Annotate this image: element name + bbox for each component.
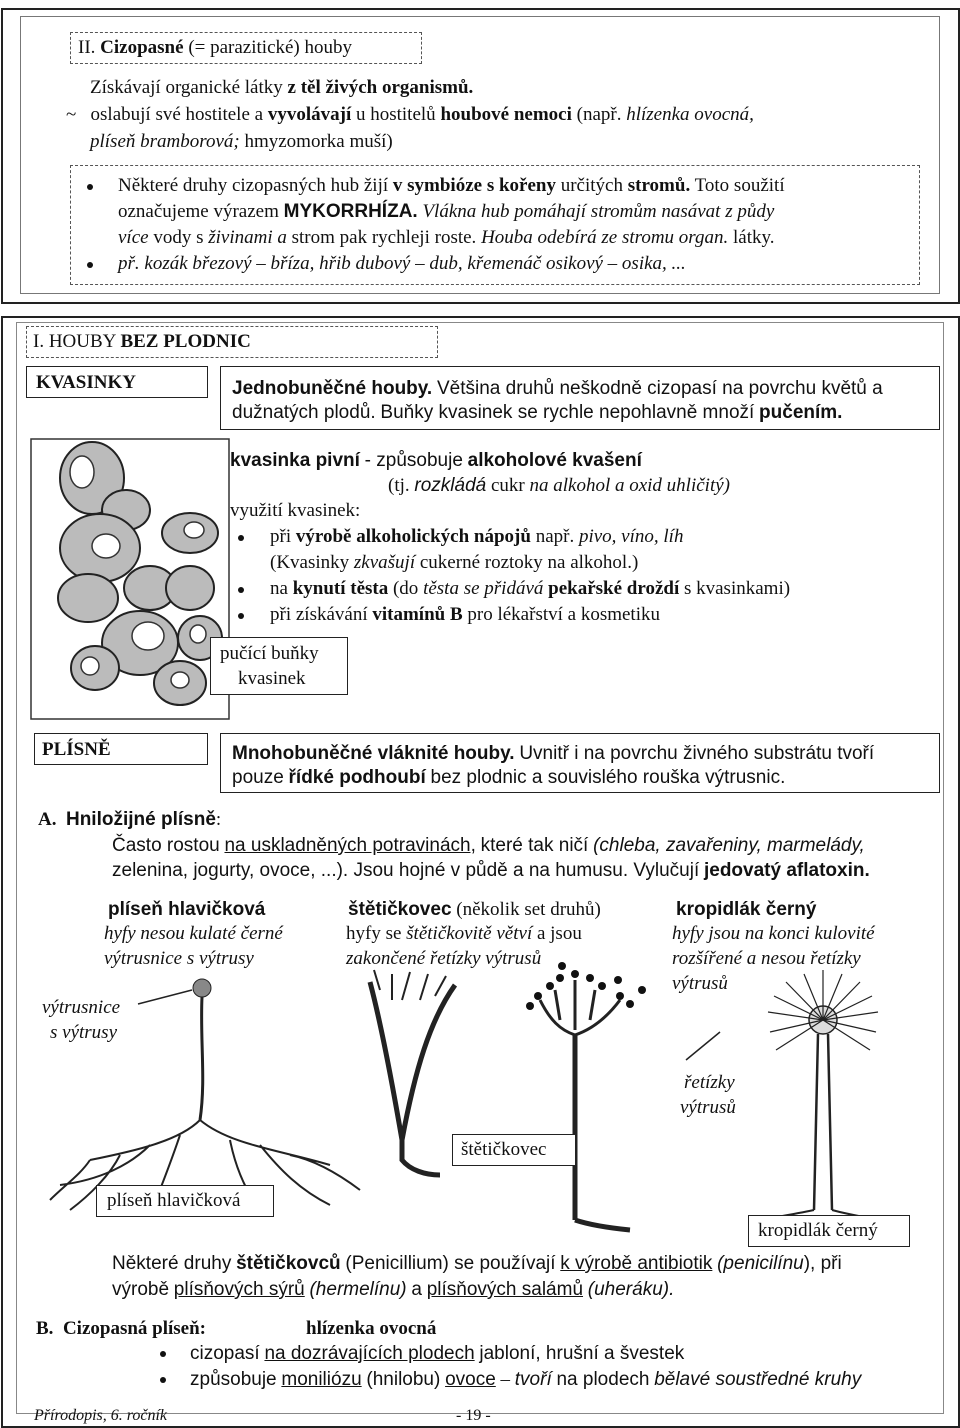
usage-bullet-1: při výrobě alkoholických nápojů např. pivo, víno, líh (270, 526, 684, 547)
section-a-line-2: zelenina, jogurty, ovoce, ...). Jsou hojné v půdě a na humusu. Vylučují jedovatý aflatoxin. (112, 860, 870, 881)
bullet-icon (238, 587, 244, 593)
box-label-aspergillus-text: kropidlák černý (758, 1220, 878, 1241)
penicillium-use-line-2: výrobě plísňových sýrů (hermelínu) a plísňových salámů (uheráku). (112, 1279, 675, 1300)
kvasinky-line-2: dužnatých plodů. Buňky kvasinek se rychle nepohlavně množí pučením. (232, 402, 843, 423)
col3-line-3: výtrusů (672, 973, 728, 994)
heading-parasitic: II. Cizopasné (= parazitické) houby (78, 37, 353, 58)
section-a-line-1: Často rostou na uskladněných potravinách, které tak ničí (chleba, zavařeniny, marmelády, (112, 835, 865, 856)
usage-bullet-1-note: (Kvasinky zkvašují cukerné roztoky na alkohol.) (270, 552, 639, 573)
parasitic-line-1: Získávají organické látky z těl živých organismů. (90, 77, 474, 98)
col3-title: kropidlák černý (676, 899, 817, 920)
mycorrhiza-line-3: více vody s živinami a strom pak rychleji roste. Houba odebírá ze stromu organ. látky. (118, 227, 775, 248)
plisne-line-1: Mnohobuněčné vláknité houby. Uvnitř i na povrchu živného substrátu tvoří (232, 743, 875, 764)
col2-line-2: zakončené řetízky výtrusů (346, 948, 542, 969)
beer-yeast-line: kvasinka pivní - způsobuje alkoholové kvašení (230, 450, 642, 471)
section-b-name: hlízenka ovocná (306, 1318, 437, 1339)
bullet-icon (160, 1377, 166, 1383)
label-spore-chain-1: řetízky (684, 1072, 735, 1093)
yeast-cells-illustration (30, 438, 230, 720)
parasitic-line-2: ~ oslabují své hostitele a vyvolávají u hostitelů houbové nemoci (např. hlízenka ovocná, (66, 104, 754, 125)
bullet-icon (87, 262, 93, 268)
footer-page-number: - 19 - (456, 1407, 491, 1424)
col2-title: štětičkovec (několik set druhů) (348, 899, 601, 920)
heading-fungi: I. HOUBY BEZ PLODNIC (33, 331, 251, 352)
footer-subject: Přírodopis, 6. ročník (34, 1407, 168, 1424)
penicillium-use-line-1: Některé druhy štětičkovců (Penicillium) se používají k výrobě antibiotik (penicilínu), při (112, 1253, 842, 1274)
label-sporangium-1: výtrusnice (42, 997, 121, 1018)
section-a-heading: A. Hniložijné plísně: (38, 809, 222, 830)
usage-bullet-2: na kynutí těsta (do těsta se přidává pekařské droždí s kvasinkami) (270, 578, 791, 599)
label-kvasinky-text: KVASINKY (36, 372, 136, 393)
mycorrhiza-line-2: označujeme výrazem MYKORRHÍZA. Vlákna hub pomáhají stromům nasávat z půdy (118, 201, 775, 222)
label-sporangium-2: s výtrusy (50, 1022, 118, 1043)
col3-line-1: hyfy jsou na konci kulovité (672, 923, 875, 944)
label-plisne-text: PLÍSNĚ (42, 739, 111, 760)
bullet-icon (238, 535, 244, 541)
mycorrhiza-line-4: př. kozák březový – bříza, hřib dubový – dub, křemenáč osikový – osika, ... (118, 253, 686, 274)
col1-title: plíseň hlavičková (108, 899, 266, 920)
bullet-icon (87, 184, 93, 190)
penicillium-drawing (370, 962, 646, 1230)
bullet-icon (238, 613, 244, 619)
yeast-caption-line-2: kvasinek (238, 668, 306, 689)
label-spore-chain-2: výtrusů (680, 1097, 736, 1118)
usage-bullet-3: při získávání vitamínů B pro lékařství a kosmetiku (270, 604, 660, 625)
col3-line-2: rozšířené a nesou řetízky (672, 948, 861, 969)
bullet-icon (160, 1351, 166, 1357)
col2-line-1: hyfy se štětičkovitě větví a jsou (346, 923, 582, 944)
beer-yeast-detail: (tj. rozkládá cukr na alkohol a oxid uhličitý) (388, 475, 730, 496)
section-b-bullet-1: cizopasí na dozrávajících plodech jabloní, hrušní a švestek (190, 1343, 685, 1364)
kvasinky-line-1: Jednobuněčné houby. Většina druhů neškodně cizopasí na povrchu květů a (232, 378, 883, 399)
yeast-caption-line-1: pučící buňky (220, 643, 319, 664)
col1-line-2: výtrusnice s výtrusy (104, 948, 254, 969)
box-label-penicillium-text: štětičkovec (461, 1139, 547, 1160)
box-label-mucor-text: plíseň hlavičková (107, 1190, 241, 1211)
col1-line-1: hyfy nesou kulaté černé (104, 923, 283, 944)
yeast-usage-heading: využití kvasinek: (230, 500, 361, 521)
section-b-heading: B. Cizopasná plíseň: (36, 1318, 206, 1339)
parasitic-line-3: plíseň bramborová; hmyzomorka muší) (90, 131, 393, 152)
plisne-line-2: pouze řídké podhoubí bez plodnic a souvislého rouška výtrusnic. (232, 767, 786, 788)
mycorrhiza-line-1: Některé druhy cizopasných hub žijí v symbióze s kořeny určitých stromů. Toto soužití (118, 175, 785, 196)
section-b-bullet-2: způsobuje moniliózu (hnilobu) ovoce – tvoří na plodech bělavé soustředné kruhy (190, 1369, 862, 1390)
